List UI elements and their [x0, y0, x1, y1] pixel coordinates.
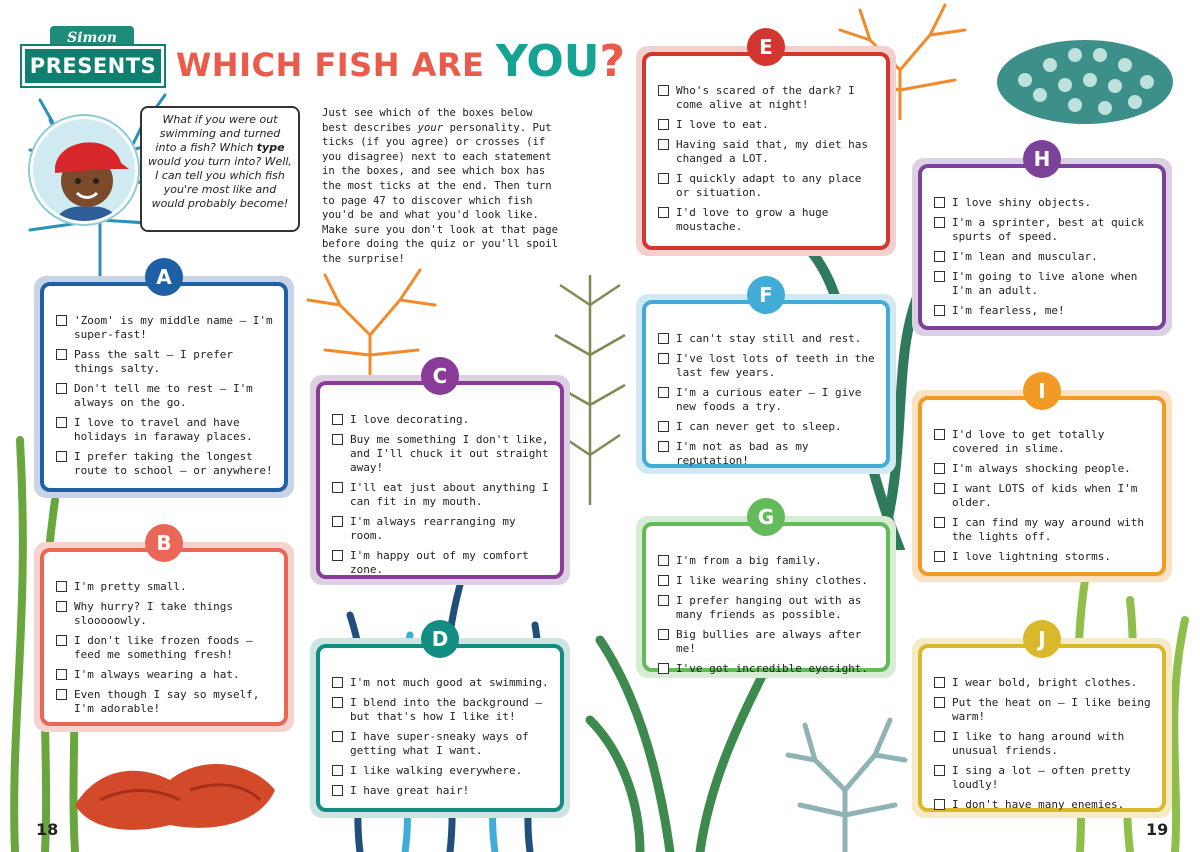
title-part-1: WHICH FISH ARE: [176, 46, 497, 84]
quiz-box-g: [636, 505, 896, 678]
statement-checkbox[interactable]: [658, 173, 669, 184]
statement-text: I've lost lots of teeth in the last few years.: [676, 352, 875, 379]
statement-item: [54, 634, 276, 662]
speech-text-1: What if you were out swimming and turned into a fish? Which: [155, 113, 281, 154]
quiz-box-f: [636, 283, 896, 474]
statement-item: [54, 580, 276, 594]
statement-text: I want LOTS of kids when I'm older.: [952, 482, 1138, 509]
statement-text: I can find my way around with the lights off.: [952, 516, 1145, 543]
statement-text: I prefer taking the longest route to school – or anywhere!: [74, 450, 273, 477]
speech-text-bold: type: [256, 141, 285, 154]
statement-text: Even though I say so myself, I'm adorable!: [74, 688, 260, 715]
statement-checkbox[interactable]: [332, 434, 343, 445]
statement-item: [932, 730, 1154, 758]
statement-item: [932, 764, 1154, 792]
statement-checkbox[interactable]: [658, 387, 669, 398]
statement-checkbox[interactable]: [56, 451, 67, 462]
statement-checkbox[interactable]: [934, 197, 945, 208]
statement-checkbox[interactable]: [658, 629, 669, 640]
statement-checkbox[interactable]: [658, 575, 669, 586]
speech-bubble: [140, 106, 300, 232]
statement-checkbox[interactable]: [934, 217, 945, 228]
statement-checkbox[interactable]: [332, 414, 343, 425]
statement-item: [656, 574, 878, 588]
statement-item: [656, 352, 878, 380]
statement-checkbox[interactable]: [56, 669, 67, 680]
statement-checkbox[interactable]: [56, 635, 67, 646]
statement-list: [656, 554, 878, 682]
statement-item: [932, 462, 1154, 476]
intro-text-2: personality. Put ticks (if you agree) or crosses (if you disagree) next to each statement in the boxes, and see which box has the most ticks at the end. Then turn to page 47 to discover which fish you'd be and what you'd look like. Make sure you don't look at that page before doing the quiz or you'll spoil the surprise!: [322, 121, 558, 265]
statement-item: [932, 798, 1154, 812]
statement-item: [932, 516, 1154, 544]
statement-text: I like walking everywhere.: [350, 764, 523, 777]
statement-item: [932, 196, 1154, 210]
quiz-box-i: [912, 379, 1172, 582]
quiz-box-c: [310, 364, 570, 585]
statement-item: [656, 554, 878, 568]
quiz-box-e: [636, 35, 896, 256]
statement-text: I'm fearless, me!: [952, 304, 1065, 317]
statement-text: I'm a sprinter, best at quick spurts of speed.: [952, 216, 1145, 243]
statement-item: [656, 628, 878, 656]
statement-item: [54, 688, 276, 716]
statement-checkbox[interactable]: [332, 731, 343, 742]
statement-text: 'Zoom' is my middle name – I'm super-fast!: [74, 314, 273, 341]
speech-text-2: would you turn into? Well, I can tell you which fish you're most like and would probably become!: [148, 155, 292, 210]
statement-checkbox[interactable]: [658, 663, 669, 674]
statement-item: [330, 784, 552, 798]
statement-text: I'd love to grow a huge moustache.: [676, 206, 829, 233]
box-letter-a: A: [145, 258, 183, 296]
statement-text: I prefer hanging out with as many friends as possible.: [676, 594, 862, 621]
statement-text: I like to hang around with unusual friends.: [952, 730, 1125, 757]
quiz-box-j: [912, 627, 1172, 818]
box-letter-i: I: [1023, 372, 1061, 410]
statement-text: I'm lean and muscular.: [952, 250, 1098, 263]
statement-text: I'm from a big family.: [676, 554, 822, 567]
statement-text: I'm always shocking people.: [952, 462, 1131, 475]
statement-item: [330, 481, 552, 509]
statement-item: [54, 382, 276, 410]
quiz-box-a: [34, 265, 294, 498]
statement-item: [330, 676, 552, 690]
statement-checkbox[interactable]: [658, 555, 669, 566]
statement-text: I'm always rearranging my room.: [350, 515, 516, 542]
statement-text: Buy me something I don't like, and I'll chuck it out straight away!: [350, 433, 549, 474]
statement-text: I'm happy out of my comfort zone.: [350, 549, 529, 576]
statement-item: [330, 433, 552, 475]
statement-checkbox[interactable]: [934, 765, 945, 776]
statement-text: I quickly adapt to any place or situation.: [676, 172, 862, 199]
statement-text: I love lightning storms.: [952, 550, 1111, 563]
statement-checkbox[interactable]: [658, 421, 669, 432]
statement-list: [932, 676, 1154, 818]
statement-checkbox[interactable]: [56, 581, 67, 592]
statement-checkbox[interactable]: [658, 595, 669, 606]
statement-checkbox[interactable]: [332, 482, 343, 493]
box-letter-h: H: [1023, 140, 1061, 178]
statement-item: [932, 696, 1154, 724]
statement-item: [54, 416, 276, 444]
title-part-2: YOU: [496, 36, 600, 87]
statement-text: I can never get to sleep.: [676, 420, 842, 433]
statement-text: I'm not as bad as my reputation!: [676, 440, 809, 467]
quiz-box-b: [34, 531, 294, 732]
statement-checkbox[interactable]: [934, 429, 945, 440]
statement-list: [932, 428, 1154, 570]
statement-checkbox[interactable]: [934, 251, 945, 262]
statement-checkbox[interactable]: [934, 731, 945, 742]
statement-item: [54, 348, 276, 376]
quiz-box-h: [912, 147, 1172, 336]
statement-list: [54, 314, 276, 484]
statement-checkbox[interactable]: [658, 85, 669, 96]
page-number-right: 19: [1146, 820, 1169, 839]
title-part-3: ?: [599, 36, 625, 87]
statement-text: I'll eat just about anything I can fit in my mouth.: [350, 481, 549, 508]
statement-item: [932, 428, 1154, 456]
statement-checkbox[interactable]: [658, 119, 669, 130]
statement-item: [330, 764, 552, 778]
statement-item: [330, 730, 552, 758]
statement-checkbox[interactable]: [56, 349, 67, 360]
statement-text: Big bullies are always after me!: [676, 628, 862, 655]
statement-text: I like wearing shiny clothes.: [676, 574, 869, 587]
statement-checkbox[interactable]: [934, 483, 945, 494]
badge-top-label: Simon: [50, 26, 134, 50]
box-letter-b: B: [145, 524, 183, 562]
statement-checkbox[interactable]: [934, 305, 945, 316]
statement-checkbox[interactable]: [56, 383, 67, 394]
orange-coral-middle: [300, 265, 440, 380]
statement-checkbox[interactable]: [658, 353, 669, 364]
statement-text: I love to travel and have holidays in faraway places.: [74, 416, 253, 443]
statement-checkbox[interactable]: [332, 677, 343, 688]
grey-coral-bottom: [780, 710, 910, 852]
statement-item: [932, 250, 1154, 264]
statement-text: I'm always wearing a hat.: [74, 668, 240, 681]
statement-text: I can't stay still and rest.: [676, 332, 862, 345]
statement-checkbox[interactable]: [934, 697, 945, 708]
statement-text: I don't like frozen foods – feed me something fresh!: [74, 634, 253, 661]
box-letter-f: F: [747, 276, 785, 314]
statement-item: [656, 118, 878, 132]
statement-list: [656, 84, 878, 240]
statement-checkbox[interactable]: [56, 689, 67, 700]
box-letter-d: D: [421, 620, 459, 658]
statement-list: [330, 676, 552, 804]
statement-item: [656, 662, 878, 676]
statement-checkbox[interactable]: [56, 601, 67, 612]
statement-checkbox[interactable]: [934, 677, 945, 688]
statement-text: I've got incredible eyesight.: [676, 662, 869, 675]
statement-item: [330, 515, 552, 543]
statement-checkbox[interactable]: [658, 441, 669, 452]
statement-item: [330, 696, 552, 724]
statement-text: I love shiny objects.: [952, 196, 1092, 209]
statement-text: Pass the salt – I prefer things salty.: [74, 348, 233, 375]
red-coral-bottom: [70, 745, 280, 835]
statement-checkbox[interactable]: [332, 697, 343, 708]
teal-coral-rock: [995, 30, 1175, 125]
statement-item: [656, 332, 878, 346]
statement-item: [656, 440, 878, 468]
statement-checkbox[interactable]: [658, 139, 669, 150]
statement-text: Having said that, my diet has changed a LOT.: [676, 138, 869, 165]
statement-text: Why hurry? I take things slooooowly.: [74, 600, 233, 627]
statement-checkbox[interactable]: [332, 765, 343, 776]
statement-item: [656, 386, 878, 414]
statement-text: I sing a lot – often pretty loudly!: [952, 764, 1131, 791]
statement-checkbox[interactable]: [56, 315, 67, 326]
statement-list: [54, 580, 276, 722]
statement-text: I don't have many enemies.: [952, 798, 1125, 811]
statement-item: [54, 600, 276, 628]
quiz-box-d: [310, 627, 570, 818]
statement-text: I love to eat.: [676, 118, 769, 131]
page-number-left: 18: [36, 820, 59, 839]
statement-checkbox[interactable]: [332, 550, 343, 561]
statement-checkbox[interactable]: [658, 333, 669, 344]
statement-text: I blend into the background – but that's how I like it!: [350, 696, 543, 723]
badge-main-label: PRESENTS: [22, 46, 164, 86]
statement-item: [656, 594, 878, 622]
statement-item: [656, 84, 878, 112]
statement-list: [656, 332, 878, 474]
intro-text-1: Just see which of the boxes below best describes: [322, 107, 533, 134]
statement-checkbox[interactable]: [658, 207, 669, 218]
statement-item: [54, 314, 276, 342]
statement-checkbox[interactable]: [332, 785, 343, 796]
statement-checkbox[interactable]: [934, 799, 945, 810]
statement-item: [656, 172, 878, 200]
statement-text: Put the heat on – I like being warm!: [952, 696, 1151, 723]
statement-checkbox[interactable]: [934, 517, 945, 528]
statement-text: I'm a curious eater – I give new foods a try.: [676, 386, 862, 413]
box-letter-g: G: [747, 498, 785, 536]
statement-item: [330, 413, 552, 427]
statement-text: I'd love to get totally covered in slime.: [952, 428, 1105, 455]
box-letter-e: E: [747, 28, 785, 66]
statement-item: [54, 450, 276, 478]
statement-item: [932, 216, 1154, 244]
statement-text: Don't tell me to rest – I'm always on the go.: [74, 382, 253, 409]
statement-text: I have great hair!: [350, 784, 470, 797]
statement-checkbox[interactable]: [934, 551, 945, 562]
statement-text: Who's scared of the dark? I come alive at night!: [676, 84, 855, 111]
statement-item: [656, 420, 878, 434]
statement-checkbox[interactable]: [56, 417, 67, 428]
intro-text-italic: your: [417, 121, 444, 134]
intro-paragraph: [322, 106, 562, 267]
statement-item: [932, 304, 1154, 318]
statement-text: I'm not much good at swimming.: [350, 676, 549, 689]
statement-list: [932, 196, 1154, 324]
statement-list: [330, 413, 552, 583]
statement-text: I have super-sneaky ways of getting what I want.: [350, 730, 529, 757]
statement-item: [932, 676, 1154, 690]
box-letter-c: C: [421, 357, 459, 395]
statement-item: [54, 668, 276, 682]
statement-text: I'm pretty small.: [74, 580, 187, 593]
box-letter-j: J: [1023, 620, 1061, 658]
statement-text: I love decorating.: [350, 413, 470, 426]
statement-item: [932, 550, 1154, 564]
simon-avatar: [30, 116, 138, 224]
statement-checkbox[interactable]: [332, 516, 343, 527]
statement-text: I wear bold, bright clothes.: [952, 676, 1138, 689]
statement-item: [656, 138, 878, 166]
statement-text: I'm going to live alone when I'm an adult.: [952, 270, 1138, 297]
statement-item: [932, 482, 1154, 510]
statement-item: [656, 206, 878, 234]
simon-presents-badge: [22, 26, 164, 88]
statement-item: [330, 549, 552, 577]
statement-checkbox[interactable]: [934, 463, 945, 474]
statement-checkbox[interactable]: [934, 271, 945, 282]
statement-item: [932, 270, 1154, 298]
page-title: [176, 36, 625, 87]
